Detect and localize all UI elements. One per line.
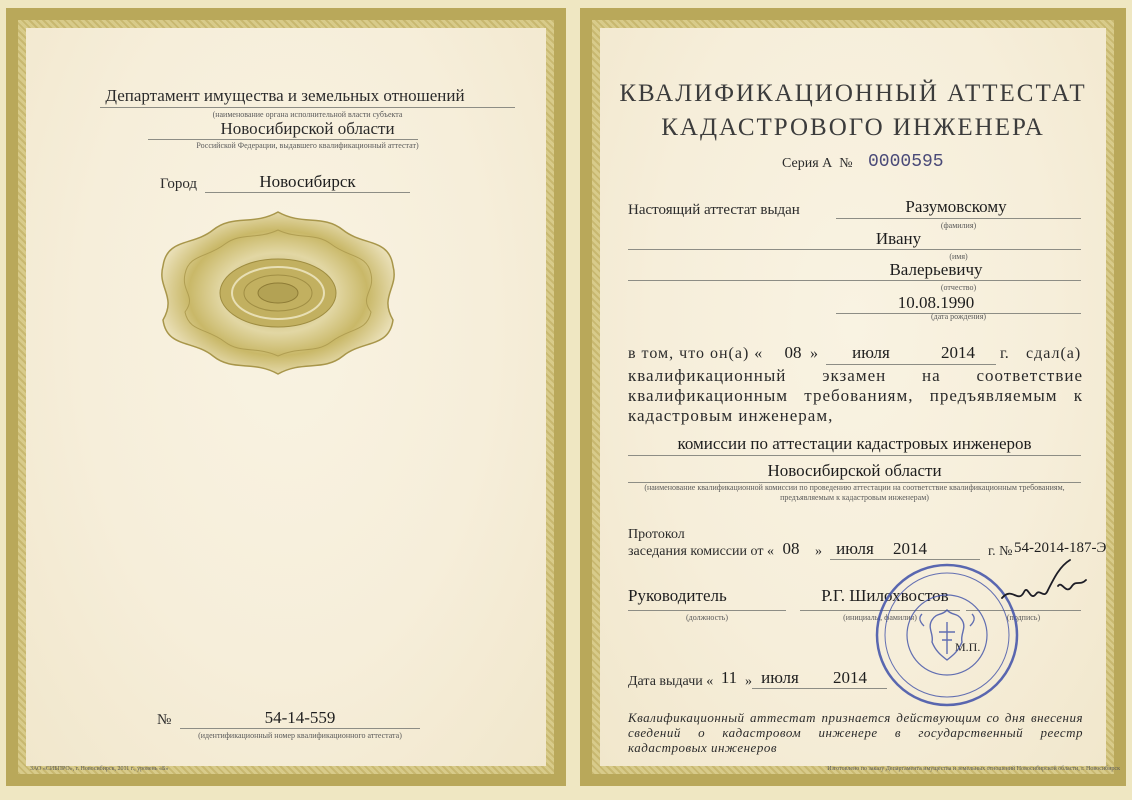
handwritten-signature [1000, 556, 1090, 616]
guilloche-rosette [153, 208, 403, 378]
patronymic-underline [628, 280, 1081, 281]
title-line1: КВАЛИФИКАЦИОННЫЙ АТТЕСТАТ [619, 80, 1087, 107]
issue-date-underline [752, 688, 887, 689]
protocol-close-quote: » [815, 544, 822, 559]
issue-day: 11 [720, 668, 738, 687]
protocol-year: 2014 [893, 539, 927, 558]
name-underline [628, 249, 1081, 250]
number-label: № [157, 712, 172, 728]
series-label: Серия А № [782, 156, 853, 171]
printer-note: ЗАО «СИБПРО», г. Новосибирск, 2011 г., уровень «Б» [30, 766, 169, 772]
city-value: Новосибирск [259, 172, 356, 191]
birth-date-caption: (дата рождения) [930, 312, 987, 321]
position-underline [628, 610, 786, 611]
protocol-day: 08 [782, 539, 800, 558]
patronymic-value: Валерьевичу [889, 260, 983, 279]
authority-underline1 [100, 107, 515, 108]
exam-text: квалификационный экзамен на соответствие квалификационным требованиям, предъявляемым к кадастровым инженерам, [628, 366, 1083, 425]
exam-passed: сдал(а) [1026, 345, 1082, 362]
number-value: 54-14-559 [264, 708, 336, 727]
head-name: Р.Г. Шилохвостов [821, 586, 949, 605]
surname-caption: (фамилия) [940, 221, 977, 230]
protocol-number: 54-2014-187-Э [1014, 540, 1107, 556]
authority-caption1: (наименование органа исполнительной власти субъекта [212, 110, 403, 119]
issue-label: Дата выдачи « [628, 674, 714, 689]
surname-underline [836, 218, 1081, 219]
issue-close-quote: » [745, 674, 752, 689]
exam-day: 08 [784, 343, 802, 362]
head-position: Руководитель [628, 586, 727, 605]
footer-note: Изготовлено по заказу Департамента имущества и земельных отношений Новосибирской области, г. Новосибирск [827, 766, 1120, 772]
exam-year: 2014 [941, 343, 975, 362]
validity-note: Квалификационный аттестат признается действующим со дня внесения сведений о кадастровом инженере в государственный реестр кадастровых инженеров [628, 710, 1083, 755]
seal-label: М.П. [955, 640, 981, 654]
commission-line2: Новосибирской области [767, 461, 942, 480]
exam-month: июля [852, 343, 890, 362]
number-caption: (идентификационный номер квалификационного аттестата) [198, 731, 402, 740]
protocol-label1: Протокол [628, 527, 685, 542]
number-underline [180, 728, 420, 729]
issue-year: 2014 [833, 668, 867, 687]
authority-line2: Новосибирской области [220, 119, 395, 138]
exam-close-quote: » [810, 345, 818, 362]
issue-month: июля [761, 668, 799, 687]
exam-intro: в том, что он(а) « [628, 345, 764, 362]
issued-to-label: Настоящий аттестат выдан [628, 202, 800, 218]
city-underline [205, 192, 410, 193]
protocol-month: июля [836, 539, 874, 558]
authority-caption2: Российской Федерации, выдавшего квалификационный аттестат) [196, 141, 419, 150]
exam-year-suffix: г. [1000, 345, 1009, 362]
title-line2: КАДАСТРОВОГО ИНЖЕНЕРА [661, 114, 1045, 141]
position-caption: (должность) [686, 613, 728, 622]
surname-value: Разумовскому [905, 197, 1007, 216]
commission-underline1 [628, 455, 1081, 456]
commission-line1: комиссии по аттестации кадастровых инженеров [677, 434, 1032, 453]
city-label: Город [160, 176, 198, 192]
signature-caption: (подпись) [1006, 613, 1041, 622]
birth-date-value: 10.08.1990 [897, 293, 975, 312]
series-number: 0000595 [868, 152, 944, 172]
protocol-label2: заседания комиссии от « [628, 544, 774, 559]
authority-line1: Департамент имущества и земельных отношений [105, 86, 465, 105]
name-value: Ивану [875, 229, 922, 248]
protocol-suffix: г. № [988, 544, 1013, 559]
exam-date-underline [826, 364, 996, 365]
name-caption: (имя) [949, 252, 968, 261]
name-initials-caption: (инициалы, фамилия) [843, 613, 917, 622]
authority-underline2 [148, 139, 418, 140]
page-fold [566, 0, 580, 800]
commission-caption: (наименование квалификационной комиссии по проведению аттестации на соответствие квалификационным требованиям, предъявляемым к кадастровым инженерам) [644, 483, 1065, 502]
patronymic-caption: (отчество) [940, 283, 977, 292]
